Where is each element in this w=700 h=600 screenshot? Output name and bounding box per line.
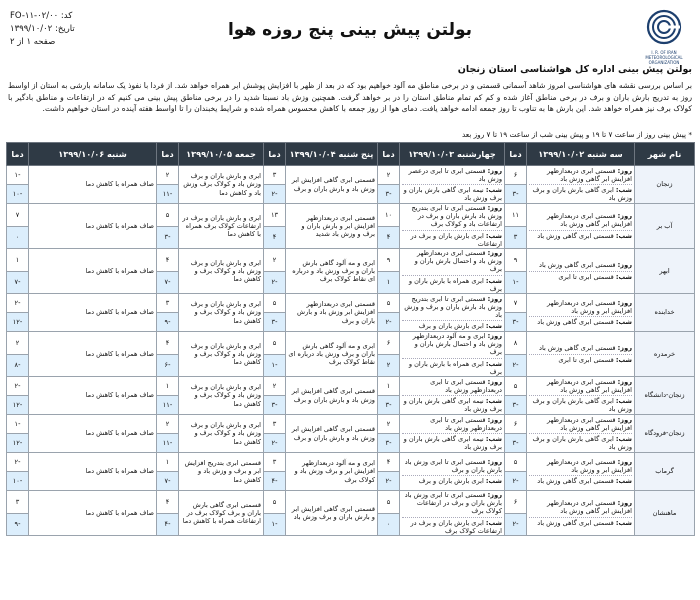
night-label: شب: (615, 231, 632, 240)
col-city: نام شهر (635, 143, 695, 166)
min-temp: -۳ (264, 396, 286, 415)
max-temp: -۲ (7, 453, 29, 472)
day1-forecast (527, 377, 635, 415)
day-text: قسمتی ابری دربعدازظهر افزایش ابر و وزش باد (547, 457, 632, 474)
night-label: شب: (485, 359, 502, 368)
min-temp: -۲ (505, 354, 527, 377)
min-temp: ۳ (505, 226, 527, 249)
min-temp: -۲ (378, 313, 400, 332)
city-name: زنجان-فرودگاه (635, 415, 695, 453)
day-label: روز: (617, 377, 632, 386)
day-text: قسمتی ابری تا ابری بتدریج وزش باد بارش باران و برف در ارتفاعات باد و کولاک برف (411, 204, 502, 229)
night-text: ابری بارش باران و برف (418, 322, 484, 331)
day4-forecast: ابری و بارش باران و برف وزش باد و کولاک برف وزش باد و کاهش دما (179, 166, 264, 204)
night-text: ابری همراه با بارش باران و برف (408, 359, 502, 376)
day4-forecast: ابری و بارش باران و برف وزش باد و کولاک برف و کاهش دما (179, 294, 264, 332)
max-temp: ۲ (264, 249, 286, 272)
min-temp: -۹ (157, 313, 179, 332)
day3-forecast: قسمتی ابری گاهی افزایش ابر وزش باد و بارش باران و برف (286, 415, 378, 453)
bulletin-header (6, 4, 694, 65)
city-name: زنجان-دانشگاه (635, 377, 695, 415)
min-temp: -۶ (157, 354, 179, 377)
night-text: قسمتی ابری تا ابری (558, 355, 614, 364)
min-temp: -۲ (505, 513, 527, 536)
min-temp: -۳ (505, 396, 527, 415)
max-temp: ۱۳ (264, 204, 286, 227)
max-temp: ۲ (157, 166, 179, 185)
night-text: قسمتی ابری گاهی وزش باد (537, 518, 614, 527)
table-row (7, 332, 695, 355)
max-temp: ۵ (157, 204, 179, 227)
min-temp: -۲ (264, 271, 286, 294)
day-text: قسمتی ابری دربعدازظهر افزایش ابر گاهی وزش باد (547, 212, 632, 229)
logo-text: I. R. OF IRAN METEOROLOGICAL ORGANIZATION (645, 50, 683, 65)
max-temp: -۲ (7, 294, 29, 313)
max-temp: -۲ (7, 377, 29, 396)
min-temp: ۱ (378, 271, 400, 294)
day-label: روز: (617, 415, 632, 424)
min-temp: -۴ (264, 472, 286, 491)
max-temp: ۲ (157, 415, 179, 434)
min-temp: -۲ (264, 434, 286, 453)
day3-forecast: قسمتی ابری دربعدازظهر افزایش ابر و بارش باران و برف و وزش باد شدید (286, 204, 378, 249)
day-text: قسمتی ابری دربعدازظهر افزایش ابر گاهی وزش باد (547, 377, 632, 394)
day4-forecast: قسمتی ابری گاهی بارش باران و برف کولاک برف در ارتفاعات همراه با کاهش دما (179, 491, 264, 536)
max-temp: ۴ (157, 332, 179, 355)
day3-forecast: ابری و مه آلود گاهی بارش باران و برف وزش باد و درباره ای نقاط کولاک برف (286, 249, 378, 294)
city-name: آب بر (635, 204, 695, 249)
max-temp: ۴ (157, 491, 179, 514)
night-text: ابری بارش باران و برف در ارتفاعات کولاک برف (410, 518, 502, 535)
max-temp: ۵ (505, 453, 527, 472)
night-text: ابری همراه با بارش باران و برف (408, 276, 502, 293)
max-temp: ۴ (378, 453, 400, 472)
night-text: ابری گاهی بارش باران و برف وزش باد (532, 435, 632, 452)
day2-forecast (400, 491, 505, 536)
forecast-time-note: * پیش بینی روز از ساعت ۷ تا ۱۹ و پیش بینی شب از ساعت ۱۹ تا ۷ روز بعد (461, 130, 692, 139)
day5-forecast: صاف همراه با کاهش دما (29, 204, 157, 249)
max-temp: ۲ (378, 415, 400, 434)
night-text: ابری گاهی بارش باران و برف وزش باد (532, 186, 632, 203)
meteorological-organization-logo (638, 8, 690, 65)
day1-forecast (527, 249, 635, 294)
max-temp: ۵ (505, 377, 527, 396)
min-temp: -۱۲ (7, 434, 29, 453)
min-temp: -۷ (7, 271, 29, 294)
night-label: شب: (485, 518, 502, 527)
night-text: ابری گاهی بارش باران و برف وزش باد (532, 397, 632, 414)
night-text: نیمه ابری گاهی بارش باران و برف وزش باد (403, 186, 502, 203)
max-temp: ۱ (157, 453, 179, 472)
day-label: روز: (487, 457, 502, 466)
min-temp: -۱۱ (157, 396, 179, 415)
max-temp: ۱ (157, 377, 179, 396)
min-temp: -۲ (264, 185, 286, 204)
min-temp: -۳ (505, 185, 527, 204)
min-temp: -۱۲ (7, 396, 29, 415)
bulletin-subtitle: بولتن پیش بینی اداره کل هواشناسی استان زنجان (457, 64, 692, 75)
day-text: قسمتی ابری دربعدازظهر افزایش ابر گاهی وزش باد (547, 166, 632, 183)
day3-forecast: ابری و مه آلود گاهی بارش باران و برف وزش باد درباره ای نقاط کولاک برف (286, 332, 378, 377)
min-temp: -۳ (505, 313, 527, 332)
day4-forecast: ابری و بارش باران و برف وزش باد و کولاک برف و کاهش دما (179, 377, 264, 415)
min-temp: -۷ (157, 472, 179, 491)
night-text: ابری بارش باران و برف (418, 477, 484, 486)
night-label: شب: (615, 355, 632, 364)
max-temp: ۹ (505, 249, 527, 272)
table-row (7, 415, 695, 434)
night-text: قسمتی ابری تا ابری (558, 272, 614, 281)
night-label: شب: (485, 276, 502, 285)
min-temp: -۳ (378, 185, 400, 204)
day-text: قسمتی ابری دربعدازظهر افزایش ابر گاهی وزش باد (547, 415, 632, 432)
table-row (7, 249, 695, 272)
night-label: شب: (615, 397, 632, 406)
night-label: شب: (615, 186, 632, 194)
max-temp: ۲ (7, 332, 29, 355)
min-temp: -۱۰ (7, 472, 29, 491)
day1-forecast (527, 453, 635, 491)
day2-forecast (400, 453, 505, 491)
day-text: قسمتی ابری دربعدازظهر افزایش ابر و وزش باد (547, 298, 632, 315)
col-temp: دما (264, 143, 286, 166)
day5-forecast: صاف همراه با کاهش دما (29, 491, 157, 536)
night-text: قسمتی ابری گاهی وزش باد (537, 318, 614, 327)
night-text: نیمه ابری گاهی بارش باران و برف وزش باد (403, 397, 502, 414)
code-value: FO-۱۱-۰۲/۰۰ (10, 11, 59, 21)
day4-forecast: ابری و بارش باران و برف در ارتفاعات کولاک برف همراه با کاهش دما (179, 204, 264, 249)
date-value: ۱۳۹۹/۱۰/۰۲ (10, 24, 53, 34)
max-temp: -۱ (7, 166, 29, 185)
date-label: تاریخ: (54, 24, 75, 34)
page-title: بولتن پیش بینی پنج روزه هوا (227, 20, 473, 40)
min-temp: -۱ (264, 354, 286, 377)
day4-forecast: ابری و بارش باران و برف وزش باد و کولاک برف و کاهش دما (179, 332, 264, 377)
min-temp: -۱ (505, 271, 527, 294)
min-temp: -۳ (378, 434, 400, 453)
col-temp: دما (505, 143, 527, 166)
day-text: قسمتی ابری تا ابری دربعدازظهر وزش باد (430, 415, 502, 432)
min-temp: -۱۰ (7, 185, 29, 204)
table-row (7, 377, 695, 396)
min-temp: -۷ (157, 271, 179, 294)
day-label: روز: (617, 457, 632, 466)
col-day2: چهارشنبه ۱۳۹۹/۱۰/۰۳ (400, 143, 505, 166)
synoptic-summary: بر اساس بررسی نقشه های هواشناسی امروز شاهد آسمانی قسمتی و در برخی مناطق مه آلود خواهیم بود که در بعد از ظهر با افزایش پوشش ابر همراه خواهد شد. از فردا با نفوذ یک سامانه بارشی به استان از اواسط روز به تدریج بارش باران و برف در برخی مناطق آغاز شده و کم کم تمام مناطق استان را در بر خواهد گرفت. همچنین وزش باد نسبتا شدید را در برخی مناطق پیش بینی می کنیم که در ارتفاعات و مناطق بادگیر با کولاک برف نیز همراه خواهد شد. این بارش ها به تناوب تا روز جمعه ادامه خواهد یافت. دمای هوا از روز جمعه با کاهش محسوس همراه شده و شرایط یخبندان را تا اواسط هفته آینده در استان خواهیم داشت. (8, 81, 692, 114)
night-label: شب: (615, 272, 632, 281)
night-label: شب: (485, 397, 502, 406)
day2-forecast (400, 294, 505, 332)
table-row (7, 166, 695, 185)
day1-forecast (527, 204, 635, 249)
night-label: شب: (615, 318, 632, 327)
max-temp: ۹ (378, 249, 400, 272)
day-label: روز: (487, 491, 502, 500)
day5-forecast: صاف همراه با کاهش دما (29, 332, 157, 377)
max-temp: ۵ (264, 491, 286, 514)
max-temp: ۴ (157, 249, 179, 272)
day-label: روز: (617, 166, 632, 175)
col-day3: پنج شنبه ۱۳۹۹/۱۰/۰۴ (286, 143, 378, 166)
day-text: قسمتی ابری گاهی وزش باد (539, 261, 616, 270)
day-label: روز: (487, 415, 502, 424)
min-temp: -۱۱ (157, 434, 179, 453)
day-label: روز: (487, 294, 502, 303)
col-day1: سه شنبه ۱۳۹۹/۱۰/۰۲ (527, 143, 635, 166)
day-label: روز: (617, 298, 632, 307)
max-temp: ۷ (7, 204, 29, 227)
night-label: شب: (485, 231, 502, 240)
day-label: روز: (617, 261, 632, 270)
day-text: قسمتی ابری تا ابری وزش باد بارش باران و برف (404, 457, 502, 474)
night-label: شب: (485, 477, 502, 486)
night-label: شب: (615, 435, 632, 444)
day3-forecast: قسمتی ابری دربعدازظهر افزایش ابر وزش باد و بارش باران و برف (286, 294, 378, 332)
min-temp: -۳ (505, 434, 527, 453)
max-temp: ۱۰ (378, 204, 400, 227)
day-text: قسمتی ابری دربعدازظهر وزش باد و احتمال بارش باران و برف (414, 249, 502, 274)
night-text: قسمتی ابری گاهی وزش باد (537, 477, 614, 486)
max-temp: ۳ (264, 166, 286, 185)
day2-forecast (400, 415, 505, 453)
col-day4: جمعه ۱۳۹۹/۱۰/۰۵ (179, 143, 264, 166)
night-text: ابری بارش باران و برف در ارتفاعات (410, 231, 502, 248)
logo-emblem-icon (638, 8, 690, 46)
min-temp: -۳ (378, 396, 400, 415)
min-temp: -۸ (7, 354, 29, 377)
min-temp: -۱ (264, 513, 286, 536)
day-text: قسمتی ابری دربعدازظهر افزایش ابر گاهی وزش باد (547, 499, 632, 516)
day2-forecast (400, 204, 505, 249)
table-row (7, 453, 695, 472)
day-text: ابری و مه آلود دربعدازظهر وزش باد و احتمال بارش باران و برف (412, 332, 502, 357)
max-temp: -۱ (7, 415, 29, 434)
max-temp: ۶ (378, 332, 400, 355)
day-label: روز: (487, 204, 502, 212)
min-temp: ۴ (264, 226, 286, 249)
day1-forecast (527, 491, 635, 536)
max-temp: ۱ (378, 377, 400, 396)
page-value: ۱ از ۲ (10, 37, 32, 47)
max-temp: ۷ (505, 294, 527, 313)
city-name: ابهر (635, 249, 695, 294)
day5-forecast: صاف همراه با کاهش دما (29, 377, 157, 415)
max-temp: ۲ (264, 377, 286, 396)
table-row (7, 491, 695, 514)
day2-forecast (400, 377, 505, 415)
day-text: قسمتی ابری تا ابری وزش باد بارش باران و برف در ارتفاعات کولاک برف (404, 491, 502, 516)
col-day5: شنبه ۱۳۹۹/۱۰/۰۶ (29, 143, 157, 166)
col-temp: دما (378, 143, 400, 166)
day2-forecast (400, 249, 505, 294)
day-text: قسمتی ابری تا ابری بتدریج وزش باد بارش باران و برف و وزش باد (404, 294, 502, 320)
min-temp: ۰ (378, 513, 400, 536)
max-temp: ۶ (505, 415, 527, 434)
col-temp: دما (7, 143, 29, 166)
max-temp: ۵ (264, 294, 286, 313)
max-temp: ۶ (505, 166, 527, 185)
max-temp: ۵ (378, 491, 400, 514)
day3-forecast: قسمتی ابری گاهی افزایش ابر وزش باد و بارش باران و برف (286, 166, 378, 204)
table-header-row (7, 143, 695, 166)
day2-forecast (400, 332, 505, 377)
day-text: قسمتی ابری تا ابری دربعدازظهر وزش باد (430, 377, 502, 394)
max-temp: ۵ (378, 294, 400, 313)
city-name: خدابنده (635, 294, 695, 332)
city-name: خرمدره (635, 332, 695, 377)
max-temp: ۱ (7, 249, 29, 272)
max-temp: ۸ (505, 332, 527, 355)
day2-forecast (400, 166, 505, 204)
day-label: روز: (617, 212, 632, 221)
max-temp: ۳ (264, 453, 286, 472)
day5-forecast: صاف همراه با کاهش دما (29, 415, 157, 453)
day-text: قسمتی ابری تا ابری درعصر وزش باد (408, 166, 502, 183)
forecast-table (6, 142, 695, 536)
night-label: شب: (615, 477, 632, 486)
max-temp: ۵ (264, 332, 286, 355)
table-row (7, 294, 695, 313)
city-name: ماهنشان (635, 491, 695, 536)
day5-forecast: صاف همراه با کاهش دما (29, 294, 157, 332)
max-temp: ۳ (157, 294, 179, 313)
day5-forecast: صاف همراه با کاهش دما (29, 249, 157, 294)
min-temp: -۹ (7, 513, 29, 536)
night-label: شب: (485, 435, 502, 444)
day-label: روز: (487, 377, 502, 386)
day4-forecast: ابری و بارش باران و برف وزش باد و کولاک برف و کاهش دما (179, 249, 264, 294)
day3-forecast: قسمتی ابری گاهی افزایش ابر وزش باد و بارش باران و برف (286, 377, 378, 415)
min-temp: -۳ (157, 226, 179, 249)
min-temp: -۴ (157, 513, 179, 536)
day4-forecast: ابری و بارش باران و برف وزش باد و کولاک برف و کاهش دما (179, 415, 264, 453)
day-label: روز: (487, 332, 502, 341)
min-temp: ۴ (378, 226, 400, 249)
day-label: روز: (487, 249, 502, 258)
min-temp: ۰ (7, 226, 29, 249)
day1-forecast (527, 415, 635, 453)
day-label: روز: (617, 344, 632, 353)
page-label: صفحه (33, 37, 56, 47)
col-temp: دما (157, 143, 179, 166)
code-label: کد: (60, 11, 73, 21)
min-temp: ۲ (378, 354, 400, 377)
min-temp: -۲ (378, 472, 400, 491)
min-temp: -۱۱ (157, 185, 179, 204)
city-name: زنجان (635, 166, 695, 204)
day-label: روز: (617, 499, 632, 508)
max-temp: ۱۱ (505, 204, 527, 227)
day-label: روز: (487, 166, 502, 175)
min-temp: -۱۲ (7, 313, 29, 332)
max-temp: ۲ (378, 166, 400, 185)
day4-forecast: قسمتی ابری بتدریج افزایش ابر و برف و وزش باد و کاهش دما (179, 453, 264, 491)
day3-forecast: ابری و مه آلود دربعدازظهر افزایش ابر و برف وزش باد و کولاک برف (286, 453, 378, 491)
min-temp: -۲ (505, 472, 527, 491)
max-temp: ۳ (7, 491, 29, 514)
max-temp: ۳ (264, 415, 286, 434)
table-row (7, 204, 695, 227)
day5-forecast: صاف همراه با کاهش دما (29, 166, 157, 204)
night-label: شب: (615, 518, 632, 527)
night-label: شب: (485, 322, 502, 331)
day1-forecast (527, 166, 635, 204)
day3-forecast: قسمتی ابری گاهی افزایش ابر و بارش باران و برف وزش باد (286, 491, 378, 536)
min-temp: -۳ (264, 313, 286, 332)
night-text: قسمتی ابری گاهی وزش باد (537, 231, 614, 240)
day-text: قسمتی ابری گاهی وزش باد (539, 344, 616, 353)
night-text: نیمه ابری گاهی بارش باران و برف وزش باد (403, 435, 502, 452)
day1-forecast (527, 332, 635, 377)
city-name: گرماب (635, 453, 695, 491)
day1-forecast (527, 294, 635, 332)
night-label: شب: (485, 186, 502, 194)
max-temp: ۶ (505, 491, 527, 514)
day5-forecast: صاف همراه با کاهش دما (29, 453, 157, 491)
